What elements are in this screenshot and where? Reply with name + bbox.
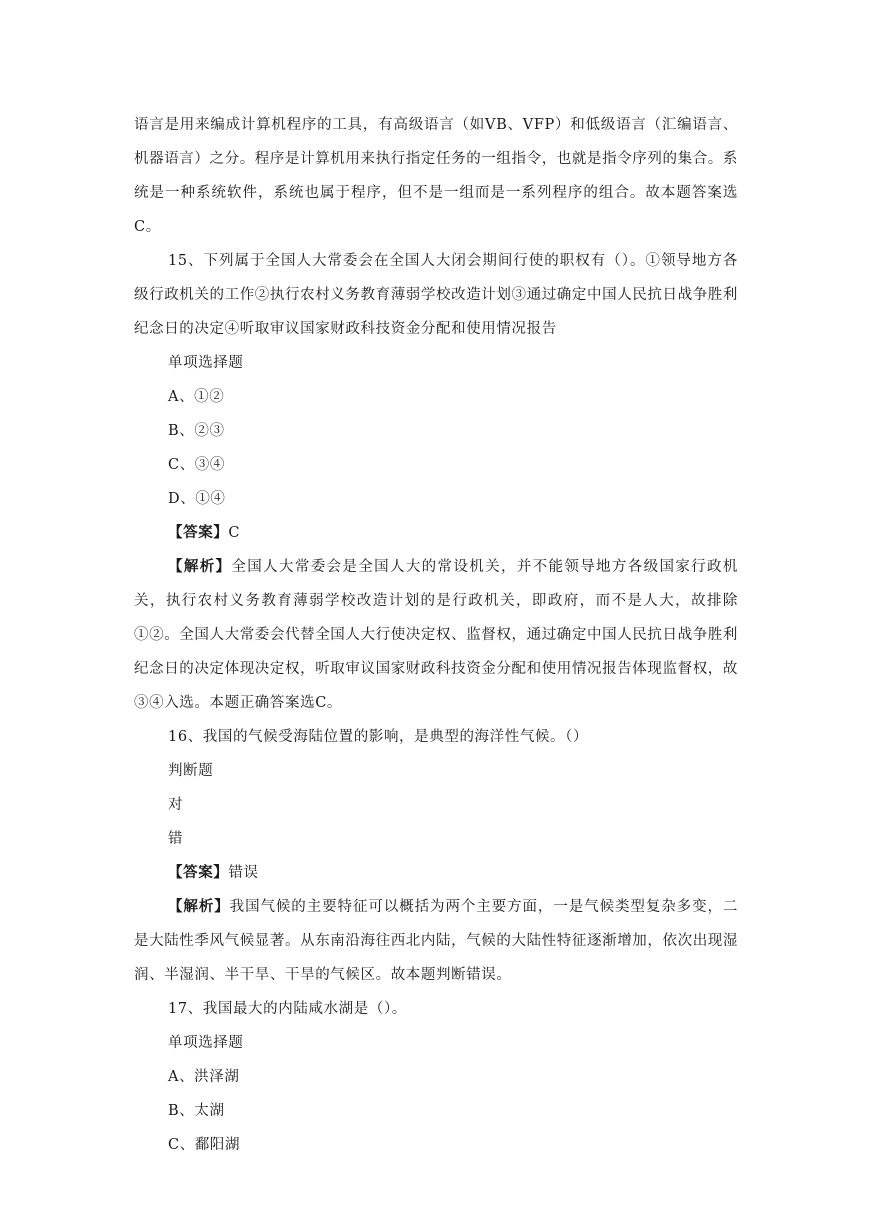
- q17-option-b: B、太湖: [168, 1103, 225, 1119]
- q16-type: 判断题: [168, 763, 214, 779]
- document-content: [134, 108, 738, 1162]
- q15-option-b: B、②③: [168, 423, 225, 439]
- q16-stem: 16、我国的气候受海陆位置的影响，是典型的海洋性气候。（）: [168, 729, 589, 745]
- q17-stem: 17、我国最大的内陆咸水湖是（）。: [168, 1001, 407, 1017]
- q16-answer: [134, 856, 738, 890]
- q16-answer-value: 错误: [228, 865, 259, 881]
- q16-analysis-label: 【解析】: [168, 898, 230, 915]
- q15-analysis: [134, 550, 738, 720]
- q17-type: 单项选择题: [168, 1035, 244, 1051]
- q14-explanation-continued: 语言是用来编成计算机程序的工具，有高级语言（如VB、VFP）和低级语言（汇编语言、机器语言）之分。程序是计算机用来执行指定任务的一组指令，也就是指令序列的集合。系统是一种系统软件，系统也属于程序，但不是一组而是一系列程序的组合。故本题答案选C。: [134, 117, 738, 235]
- q15-stem: 15、下列属于全国人大常委会在全国人大闭会期间行使的职权有（）。①领导地方各级行政机关的工作②执行农村义务教育薄弱学校改造计划③通过确定中国人民抗日战争胜利纪念日的决定④听取审议国家财政科技资金分配和使用情况报告: [134, 253, 738, 337]
- q15-analysis-label: 【解析】: [168, 558, 232, 575]
- q16-option-true: 对: [168, 797, 184, 813]
- q15-option-d: D、①④: [168, 491, 226, 507]
- q17-option-a: A、洪泽湖: [168, 1069, 240, 1085]
- q15-option-c: C、③④: [168, 457, 225, 473]
- q15-analysis-text: 全国人大常委会是全国人大的常设机关，并不能领导地方各级国家行政机关，执行农村义务教育薄弱学校改造计划的是行政机关，即政府，而不是人大，故排除①②。全国人大常委会代替全国人大行使决定权、监督权，通过确定中国人民抗日战争胜利纪念日的决定体现决定权，听取审议国家财政科技资金分配和使用情况报告体现监督权，故③④入选。本题正确答案选C。: [134, 559, 738, 711]
- q17-option-c: C、鄱阳湖: [168, 1137, 241, 1153]
- q15-answer: [134, 516, 738, 550]
- q16-analysis: [134, 890, 738, 992]
- q15-type: 单项选择题: [168, 355, 244, 371]
- q15-answer-label: 【答案】: [168, 524, 229, 541]
- q16-answer-label: 【答案】: [168, 864, 229, 881]
- q15-answer-value: C: [228, 525, 241, 541]
- q15-option-a: A、①②: [168, 389, 225, 405]
- q16-analysis-text: 我国气候的主要特征可以概括为两个主要方面，一是气候类型复杂多变，二是大陆性季风气候显著。从东南沿海往西北内陆，气候的大陆性特征逐渐增加，依次出现湿润、半湿润、半干旱、干旱的气候区。故本题判断错误。: [134, 899, 738, 983]
- q16-option-false: 错: [168, 831, 184, 847]
